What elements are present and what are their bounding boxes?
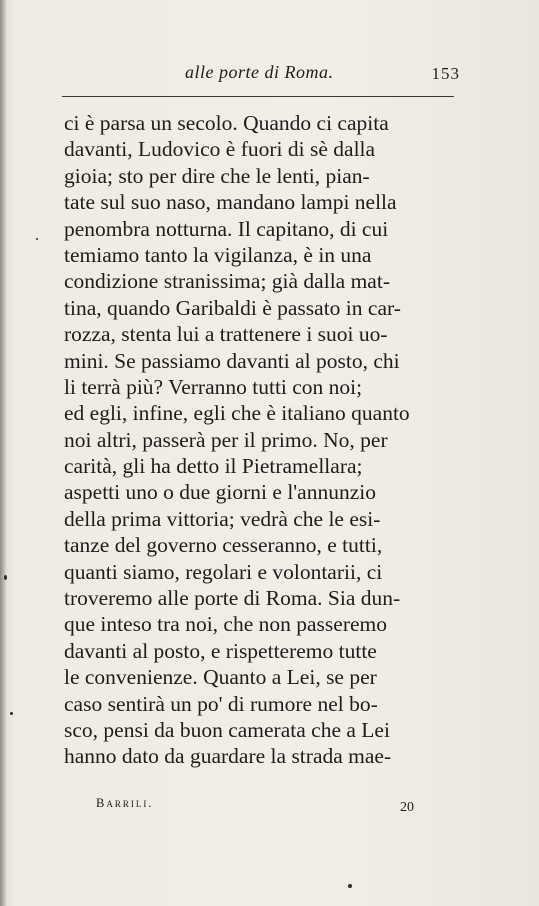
page-footer [96,796,426,820]
text-line: davanti, Ludovico è fuori di sè dalla [64,137,376,162]
page-header [60,58,460,88]
text-line: carità, gli ha detto il Pietramellara; [64,454,363,479]
text-line: della prima vittoria; vedrà che le esi- [64,506,381,531]
text-line: hanno dato da guardare la strada mae- [64,744,392,769]
text-line: temiamo tanto la vigilanza, è in una [64,242,372,267]
page-spine-shadow [0,0,6,906]
paper-speck [348,884,352,888]
text-line: ed egli, infine, egli che è italiano quanto [64,401,410,426]
header-rule [62,96,454,97]
text-line: ci è parsa un secolo. Quando ci capita [64,111,389,135]
text-line: tanze del governo cesseranno, e tutti, [64,533,383,558]
text-line: le convenienze. Quanto a Lei, se per [64,665,377,690]
paper-speck [36,238,38,240]
text-line: condizione stranissima; già dalla mat- [64,269,390,294]
text-line: quanti siamo, regolari e volontarii, ci [64,559,383,584]
text-line: tate sul suo naso, mandano lampi nella [64,190,397,215]
text-line: davanti al posto, e rispetteremo tutte [64,638,377,663]
text-line: mini. Se passiamo davanti al posto, chi [64,348,400,373]
text-line: caso sentirà un po' di rumore nel bo- [64,691,378,716]
text-line: aspetti uno o due giorni e l'annunzio [64,480,376,505]
text-line: tina, quando Garibaldi è passato in car- [64,295,401,320]
text-line: li terrà più? Verranno tutti con noi; [64,374,363,399]
paper-speck [4,575,7,580]
running-title: alle porte di Roma. [185,62,334,82]
sheet-number: 20 [400,800,414,815]
text-line: troveremo alle porte di Roma. Sia dun- [64,586,401,611]
paper-speck [10,712,13,715]
text-line: penombra notturna. Il capitano, di cui [64,216,389,241]
signature-mark: Barrili. [96,796,154,810]
page-number: 153 [431,64,460,83]
text-line: gioia; sto per dire che le lenti, pian- [64,163,370,188]
text-line: rozza, stenta lui a trattenere i suoi uo- [64,322,388,347]
text-line: sco, pensi da buon camerata che a Lei [64,717,390,742]
body-text [64,110,464,770]
text-line: noi altri, passerà per il primo. No, per [64,427,388,452]
text-line: que inteso tra noi, che non passeremo [64,612,388,637]
